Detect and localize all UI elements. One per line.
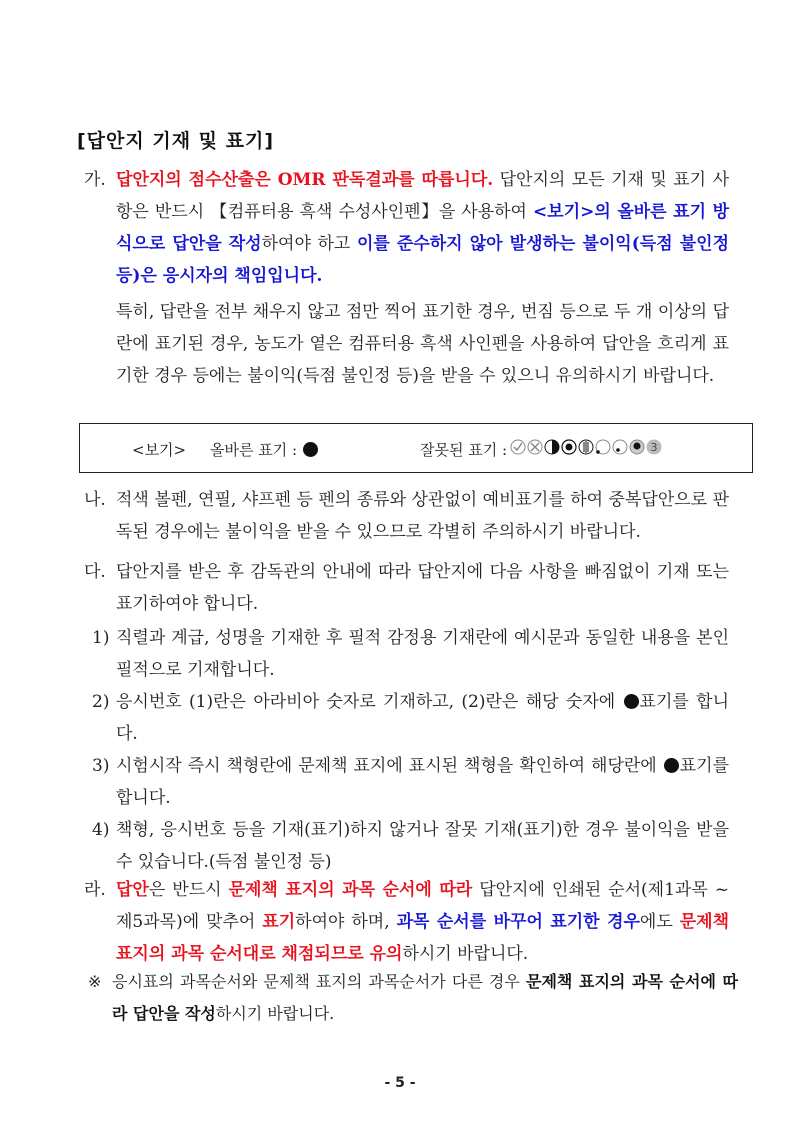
sub-item-3 [84, 750, 729, 814]
section-title: [답안지 기재 및 표기] [77, 130, 275, 152]
item-body: 답안지를 받은 후 감독관의 안내에 따라 답안지에 다음 사항을 빠짐없이 기재 또는 표기하여야 합니다. [116, 562, 729, 614]
wrong-marks [510, 437, 663, 455]
check-mark-icon [510, 439, 526, 455]
item-body: 책형, 응시번호 등을 기재(표기)하지 않거나 잘못 기재(표기)한 경우 불이익을 받을 수 있습니다.(득점 불인정 등) [116, 820, 729, 872]
item-text: 응시번호 (1)란은 아라비아 숫자로 기재하고, (2)란은 해당 숫자에 [116, 692, 623, 712]
item-text: 에도 [639, 912, 680, 932]
dot-center-icon [561, 439, 577, 455]
item-body [116, 750, 729, 814]
filled-circle-icon [664, 758, 679, 773]
emphasis-red: 답안 [116, 880, 149, 900]
item-ga [84, 164, 729, 392]
footnote [88, 966, 738, 1030]
dot-center-small-icon [612, 439, 628, 455]
item-na [84, 484, 729, 548]
item-marker: 가. [84, 170, 106, 190]
item-marker: 3) [92, 756, 110, 776]
emphasis-red: 답안지의 점수산출은 OMR 판독결과를 따릅니다. [116, 170, 494, 190]
emphasis-blue: 과목 순서를 바꾸어 표기한 경우 [396, 912, 640, 932]
item-text: 하여야 하며, [295, 912, 397, 932]
dot-bottom-left-icon [595, 439, 611, 455]
example-box [79, 423, 753, 473]
item-marker: 라. [84, 880, 106, 900]
sub-item-4 [84, 814, 729, 878]
sub-item-2 [84, 686, 729, 750]
item-marker: 4) [92, 820, 110, 840]
item-body-cont: 특히, 답란을 전부 채우지 않고 점만 찍어 표기한 경우, 번짐 등으로 두 개 이상의 답란에 표기된 경우, 농도가 옅은 컴퓨터용 흑색 사인펜을 사용하여 답안을 흐리게 표기한 경우 등에는 불이익(득점 불인정 등)을 받을 수 있으니 유의하시기 바랍니다. [116, 302, 729, 386]
partial-fill-icon [629, 439, 645, 455]
half-filled-icon [544, 439, 560, 455]
item-marker: 다. [84, 562, 106, 582]
item-body: 적색 볼펜, 연필, 샤프펜 등 펜의 종류와 상관없이 예비표기를 하여 중복답안으로 판독된 경우에는 불이익을 받을 수 있으므로 각별히 주의하시기 바랍니다. [116, 490, 729, 542]
item-da [84, 556, 729, 620]
footnote-marker: ※ [88, 972, 102, 991]
example-label: <보기> [132, 441, 187, 459]
wrong-label: 잘못된 표기 : [420, 441, 508, 459]
footnote-body [112, 966, 738, 1030]
correct-label: 올바른 표기 : [210, 441, 298, 459]
item-text: 시험시작 즉시 책형란에 문제책 표지에 표시된 책형을 확인하여 해당란에 [116, 756, 663, 776]
item-text: 표기를 합니다. [116, 756, 729, 808]
emphasis-red: 문제책 표지의 과목 순서에 따라 [228, 880, 473, 900]
item-marker: 1) [92, 628, 110, 648]
emphasis-blue: 이를 준수하지 않아 발생하는 불이익(득점 불인정 등)은 응시자의 책임입니다. [116, 234, 730, 286]
item-body [116, 874, 729, 970]
item-text: 하여야 하고 [261, 234, 357, 254]
filled-circle-icon [303, 442, 318, 457]
item-marker: 2) [92, 692, 110, 712]
page-number: - 5 - [384, 1075, 416, 1091]
item-text: 답안지에 인쇄된 순서(제1과목 ~ 제5과목)에 맞추어 [116, 880, 729, 932]
svg-text:3: 3 [650, 441, 658, 454]
footnote-text: 응시표의 과목순서와 문제책 표지의 과목순서가 다른 경우 [112, 972, 526, 991]
emphasis-blue: <보기>의 올바른 표기 방식으로 답안을 작성 [116, 202, 729, 254]
emphasis-bold: 문제책 표지의 과목 순서에 따라 답안을 작성 [112, 972, 738, 1023]
item-text: 답안지의 모든 기재 및 표기 사항은 반드시 【컴퓨터용 흑색 수성사인펜】을 사용하여 [116, 170, 729, 222]
sub-item-1 [84, 622, 729, 686]
item-body: 직렬과 계급, 성명을 기재한 후 필적 감정용 기재란에 예시문과 동일한 내용을 본인 필적으로 기재합니다. [116, 628, 729, 680]
x-mark-icon [527, 439, 543, 455]
filled-circle-icon [624, 694, 639, 709]
emphasis-red: 문제책 표지의 과목 순서대로 채점되므로 유의 [116, 912, 729, 964]
item-ra [84, 874, 729, 970]
item-body [116, 164, 729, 292]
item-text: 은 반드시 [148, 880, 229, 900]
item-text: 표기를 합니다. [116, 692, 729, 744]
numeral-3-icon [646, 439, 662, 455]
emphasis-red: 표기 [262, 912, 296, 932]
item-marker: 나. [84, 490, 106, 510]
item-body [116, 686, 729, 750]
vertical-lines-icon [578, 439, 594, 455]
correct-marking [210, 439, 318, 460]
footnote-text: 하시기 바랍니다. [215, 1004, 335, 1023]
item-text: 하시기 바랍니다. [402, 944, 529, 964]
